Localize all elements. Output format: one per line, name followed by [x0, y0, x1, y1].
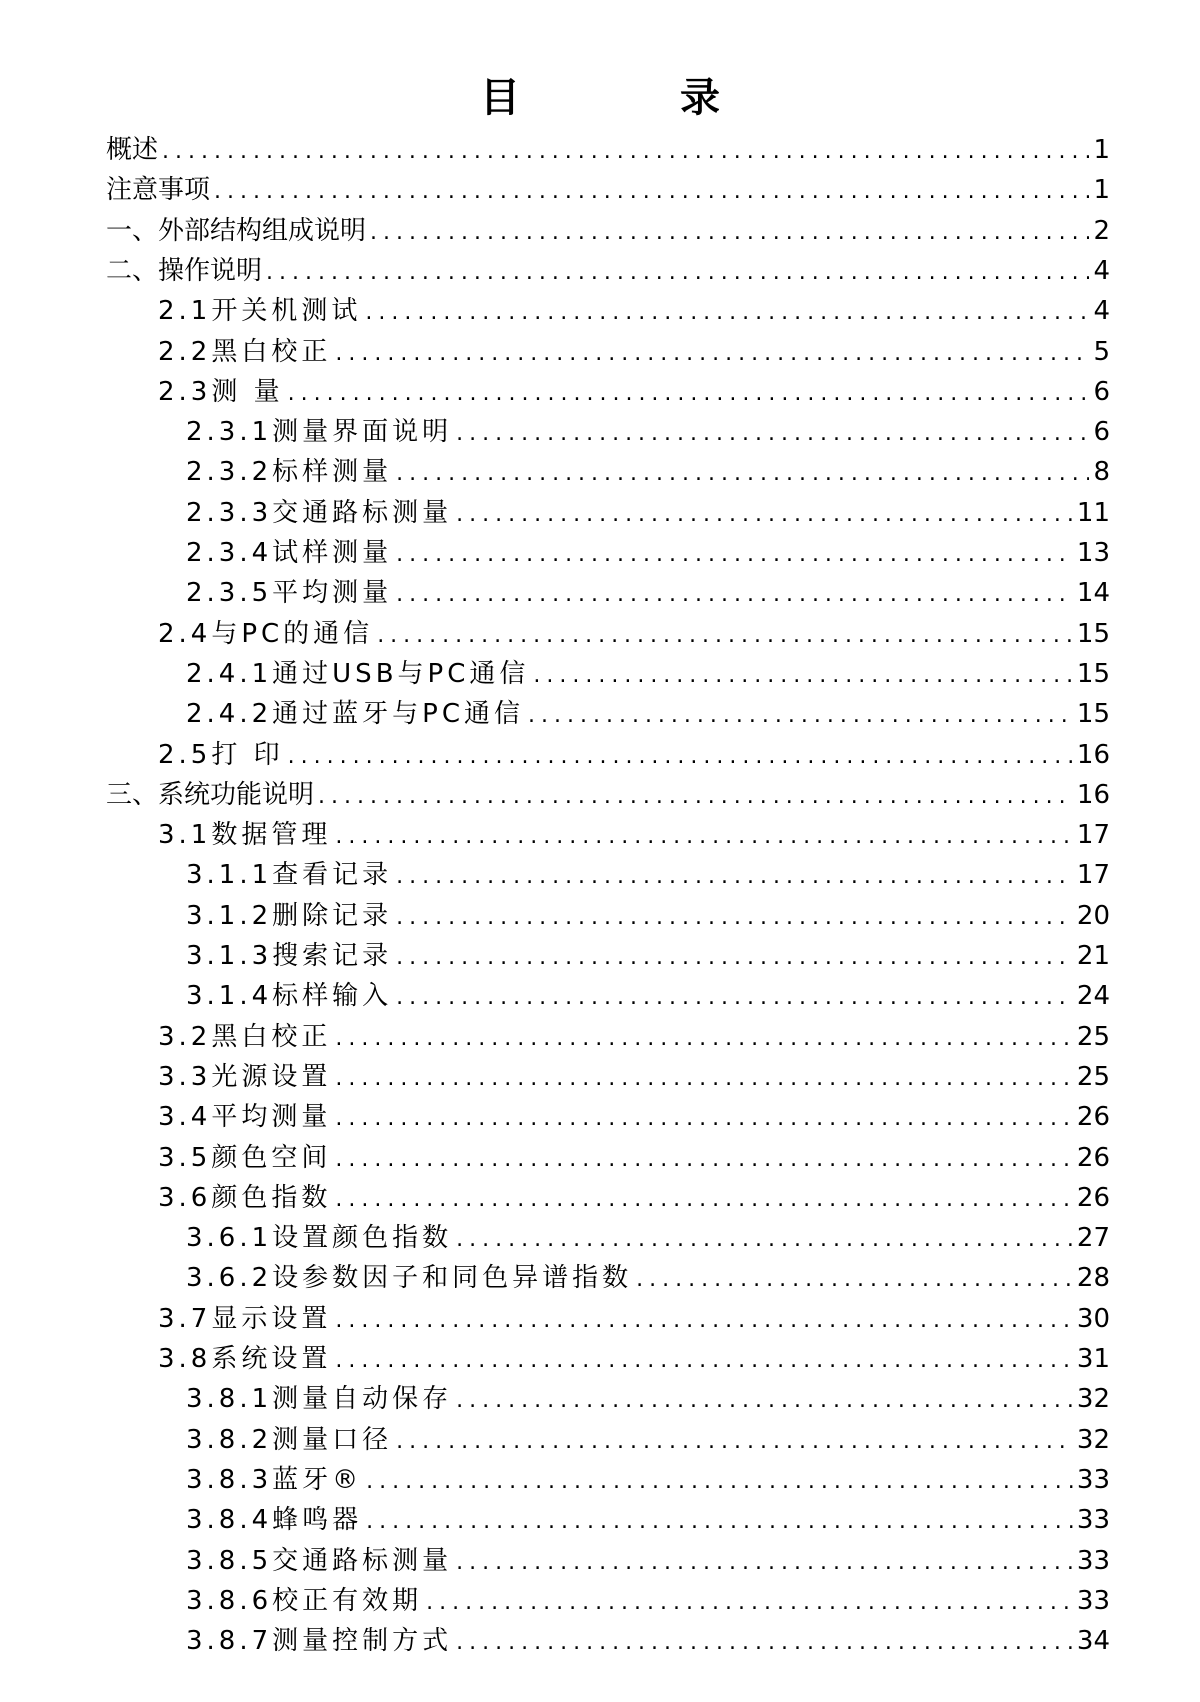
toc-leader-dots — [335, 1301, 1073, 1341]
page-title: 目 录 — [480, 75, 780, 121]
toc-leader-dots — [396, 978, 1073, 1018]
toc-entry-label: 3.4平均测量 — [158, 1102, 332, 1133]
toc-entry-label: 3.1.3搜索记录 — [186, 941, 393, 971]
toc-entry-page-number: 6 — [1093, 376, 1110, 407]
toc-entry-label: 3.8.6校正有效期 — [186, 1585, 423, 1616]
toc-entry-label: 3.6颜色指数 — [158, 1182, 332, 1213]
toc-entry-page-number: 20 — [1076, 900, 1110, 931]
toc-entry[interactable] — [158, 1299, 1110, 1339]
toc-leader-dots — [370, 213, 1089, 253]
toc-entry[interactable] — [186, 855, 1110, 895]
toc-entry-page-number: 31 — [1076, 1344, 1110, 1374]
toc-entry-label: 3.3光源设置 — [158, 1061, 332, 1092]
toc-entry[interactable] — [186, 533, 1110, 573]
toc-entry-page-number: 28 — [1076, 1263, 1110, 1294]
toc-entry[interactable] — [158, 614, 1110, 654]
toc-entry-page-number: 26 — [1076, 1182, 1110, 1213]
toc-entry-label: 3.8系统设置 — [158, 1344, 332, 1374]
toc-leader-dots — [426, 1583, 1073, 1623]
toc-entry-page-number: 32 — [1076, 1384, 1110, 1415]
toc-leader-dots — [396, 575, 1073, 615]
toc-entry[interactable] — [186, 1581, 1110, 1621]
toc-entry-label: 3.8.4蜂鸣器 — [186, 1505, 363, 1536]
toc-entry[interactable] — [186, 412, 1110, 452]
toc-entry-page-number: 4 — [1093, 296, 1110, 327]
toc-entry-page-number: 25 — [1076, 1021, 1110, 1052]
toc-entry[interactable] — [186, 896, 1110, 936]
toc-entry-label: 2.1开关机测试 — [158, 296, 362, 327]
toc-entry-page-number: 27 — [1076, 1223, 1110, 1254]
toc-leader-dots — [288, 737, 1073, 777]
toc-entry-label: 3.8.7测量控制方式 — [186, 1626, 453, 1657]
toc-entry[interactable] — [158, 332, 1110, 372]
toc-entry[interactable] — [158, 291, 1110, 331]
toc-entry[interactable] — [158, 372, 1110, 412]
toc-leader-dots — [335, 1180, 1073, 1220]
toc-leader-dots — [456, 1381, 1073, 1421]
toc-entry[interactable] — [106, 170, 1110, 210]
toc-entry-page-number: 15 — [1076, 618, 1110, 649]
toc-entry-label: 2.4与PC的通信 — [158, 618, 374, 649]
toc-entry[interactable] — [158, 1178, 1110, 1218]
toc-entry-label: 3.8.5交通路标测量 — [186, 1545, 453, 1576]
toc-leader-dots — [456, 1623, 1073, 1663]
toc-entry[interactable] — [186, 1500, 1110, 1540]
toc-entry[interactable] — [158, 1097, 1110, 1137]
toc-entry-label: 2.4.2通过蓝牙与PC通信 — [186, 699, 524, 730]
toc-entry-label: 2.4.1通过USB与PC通信 — [186, 658, 530, 689]
toc-entry-page-number: 13 — [1076, 538, 1110, 568]
toc-entry-page-number: 8 — [1093, 457, 1110, 488]
toc-leader-dots — [366, 1462, 1073, 1502]
toc-leader-dots — [396, 454, 1089, 494]
toc-entry[interactable] — [158, 1017, 1110, 1057]
toc-entry-label: 3.7显示设置 — [158, 1303, 332, 1334]
toc-entry-label: 3.1.4标样输入 — [186, 981, 393, 1012]
toc-entry-page-number: 1 — [1093, 135, 1110, 165]
toc-leader-dots — [456, 1543, 1073, 1583]
toc-entry-label: 2.2黑白校正 — [158, 336, 332, 367]
toc-entry-label: 3.2黑白校正 — [158, 1021, 332, 1052]
toc-entry-page-number: 21 — [1076, 941, 1110, 971]
toc-leader-dots — [396, 535, 1073, 575]
toc-entry[interactable] — [186, 694, 1110, 734]
toc-leader-dots — [456, 414, 1089, 454]
toc-leader-dots — [528, 696, 1073, 736]
toc-entry[interactable] — [186, 976, 1110, 1016]
toc-leader-dots — [396, 857, 1073, 897]
toc-entry[interactable] — [186, 1258, 1110, 1298]
toc-entry-page-number: 33 — [1076, 1585, 1110, 1616]
toc-entry[interactable] — [158, 735, 1110, 775]
toc-entry-label: 3.8.3蓝牙® — [186, 1464, 363, 1495]
toc-leader-dots — [335, 1341, 1073, 1381]
toc-entry-page-number: 32 — [1076, 1424, 1110, 1455]
toc-entry-page-number: 25 — [1076, 1061, 1110, 1092]
toc-entry-label: 3.1.2删除记录 — [186, 900, 393, 931]
toc-entry[interactable] — [186, 573, 1110, 613]
toc-leader-dots — [396, 938, 1073, 978]
toc-entry-page-number: 2 — [1093, 215, 1110, 246]
toc-entry-page-number: 33 — [1076, 1545, 1110, 1576]
toc-leader-dots — [318, 777, 1073, 817]
toc-entry[interactable] — [106, 251, 1110, 291]
toc-entry[interactable] — [186, 1460, 1110, 1500]
toc-entry[interactable] — [186, 493, 1110, 533]
toc-entry-page-number: 11 — [1076, 497, 1110, 528]
toc-entry-page-number: 24 — [1076, 981, 1110, 1012]
toc-leader-dots — [377, 616, 1073, 656]
toc-leader-dots — [266, 253, 1089, 293]
toc-entry-label: 2.3.2标样测量 — [186, 457, 393, 488]
toc-entry[interactable] — [106, 211, 1110, 251]
toc-entry[interactable] — [158, 1339, 1110, 1379]
toc-entry-label: 概述 — [106, 135, 159, 165]
toc-entry[interactable] — [186, 1621, 1110, 1661]
toc-entry-page-number: 33 — [1076, 1505, 1110, 1536]
toc-entry-label: 二、操作说明 — [106, 255, 263, 286]
toc-entry[interactable] — [186, 1420, 1110, 1460]
toc-entry-label: 2.3测 量 — [158, 376, 284, 407]
toc-leader-dots — [365, 293, 1089, 333]
toc-entry-page-number: 15 — [1076, 699, 1110, 730]
toc-entry-page-number: 26 — [1076, 1102, 1110, 1133]
toc-entry-label: 3.1数据管理 — [158, 820, 332, 851]
toc-entry-page-number: 5 — [1093, 336, 1110, 367]
toc-entry[interactable] — [158, 815, 1110, 855]
toc-leader-dots — [214, 172, 1089, 212]
toc-entry-label: 3.5颜色空间 — [158, 1142, 332, 1173]
toc-entry-label: 一、外部结构组成说明 — [106, 215, 367, 246]
toc-leader-dots — [396, 898, 1073, 938]
toc-entry-label: 3.8.1测量自动保存 — [186, 1384, 453, 1415]
toc-entry-page-number: 16 — [1076, 779, 1110, 810]
toc-leader-dots — [456, 1220, 1073, 1260]
toc-entry-page-number: 14 — [1076, 578, 1110, 609]
toc-entry[interactable] — [106, 775, 1110, 815]
toc-leader-dots — [335, 817, 1073, 857]
toc-entry-page-number: 16 — [1076, 739, 1110, 770]
toc-entry-label: 2.3.4试样测量 — [186, 538, 393, 568]
toc-leader-dots — [396, 1422, 1073, 1462]
toc-entry[interactable] — [186, 1218, 1110, 1258]
toc-entry-label: 2.3.3交通路标测量 — [186, 497, 453, 528]
toc-entry-page-number: 17 — [1076, 860, 1110, 891]
toc-leader-dots — [288, 374, 1090, 414]
toc-leader-dots — [366, 1502, 1073, 1542]
toc-leader-dots — [636, 1260, 1073, 1300]
toc-leader-dots — [335, 1019, 1073, 1059]
toc-leader-dots — [335, 1099, 1073, 1139]
toc-entry[interactable] — [186, 1379, 1110, 1419]
toc-entry-page-number: 1 — [1093, 175, 1110, 206]
toc-entry[interactable] — [186, 654, 1110, 694]
toc-entry-label: 三、系统功能说明 — [106, 779, 315, 810]
toc-entry-label: 2.3.1测量界面说明 — [186, 417, 453, 448]
toc-leader-dots — [162, 132, 1089, 172]
toc-leader-dots — [335, 334, 1089, 374]
toc-entry[interactable] — [186, 936, 1110, 976]
toc-leader-dots — [335, 1059, 1073, 1099]
toc-entry-label: 注意事项 — [106, 175, 211, 206]
toc-leader-dots — [456, 495, 1073, 535]
toc-entry-page-number: 17 — [1076, 820, 1110, 851]
toc-entry-label: 2.5打 印 — [158, 739, 284, 770]
toc-entry-page-number: 33 — [1076, 1464, 1110, 1495]
toc-entry-label: 3.6.1设置颜色指数 — [186, 1223, 453, 1254]
toc-entry[interactable] — [106, 130, 1110, 170]
toc-entry-page-number: 30 — [1076, 1303, 1110, 1334]
toc-entry-label: 3.6.2设参数因子和同色异谱指数 — [186, 1263, 633, 1294]
toc-leader-dots — [533, 656, 1073, 696]
toc-entry[interactable] — [158, 1138, 1110, 1178]
toc-entry-label: 2.3.5平均测量 — [186, 578, 393, 609]
toc-entry-label: 3.8.2测量口径 — [186, 1424, 393, 1455]
toc-entry-page-number: 4 — [1093, 255, 1110, 286]
toc-entry[interactable] — [186, 452, 1110, 492]
toc-entry-page-number: 6 — [1093, 417, 1110, 448]
toc-entry[interactable] — [158, 1057, 1110, 1097]
toc-entry-page-number: 15 — [1076, 658, 1110, 689]
toc-entry-label: 3.1.1查看记录 — [186, 860, 393, 891]
toc-entry[interactable] — [186, 1541, 1110, 1581]
toc-entry-page-number: 34 — [1076, 1626, 1110, 1657]
toc-entry-page-number: 26 — [1076, 1142, 1110, 1173]
toc-leader-dots — [335, 1140, 1073, 1180]
